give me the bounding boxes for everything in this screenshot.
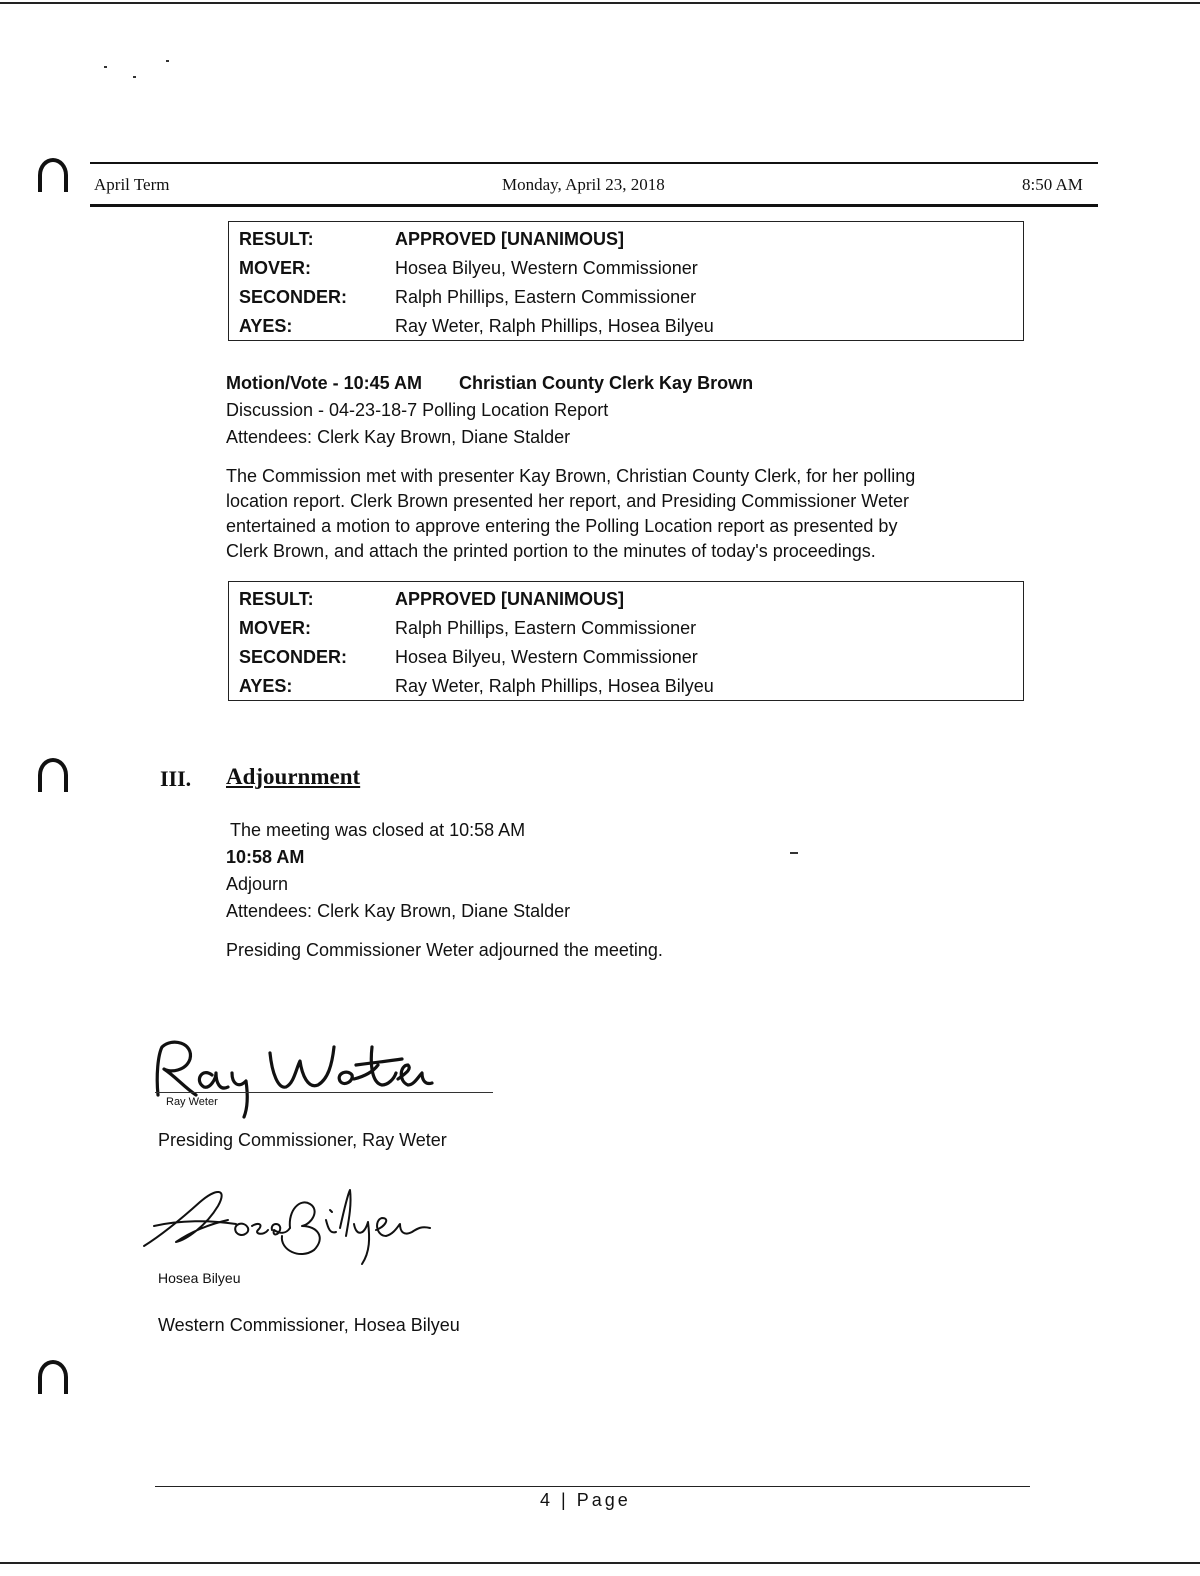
vote-row-ayes [229,672,1023,701]
adjourn-action: Adjourn [226,874,289,894]
adjourn-closed: The meeting was closed at 10:58 AM [230,820,526,840]
sig2-title: Western Commissioner, Hosea Bilyeu [158,1315,460,1335]
vote-value: Ralph Phillips, Eastern Commissioner [395,287,697,307]
punch-hole-mark [38,1360,68,1394]
vote-label: SECONDER: [239,287,348,307]
scan-speck [133,76,136,78]
scan-speck [790,852,798,854]
vote-label: RESULT: [239,229,314,249]
punch-hole-mark [38,158,68,192]
vote-label: MOVER: [239,618,311,638]
top-border [0,2,1200,4]
motion-heading: Motion/Vote - 10:45 AM [226,373,423,393]
scan-speck [104,66,107,68]
page-number: 4 | Page [540,1490,631,1510]
vote-row-mover [229,254,1023,283]
vote-value: Hosea Bilyeu, Western Commissioner [395,258,698,278]
vote-value: Ray Weter, Ralph Phillips, Hosea Bilyeu [395,316,714,336]
vote-label: AYES: [239,316,293,336]
signature-line-1 [155,1092,493,1093]
vote-row-result [229,585,1023,614]
motion-paragraph [226,464,1026,564]
vote-value: APPROVED [UNANIMOUS] [395,589,625,609]
vote-table-2 [228,581,1024,701]
vote-row-result [229,225,1023,254]
vote-label: SECONDER: [239,647,348,667]
vote-table-1 [228,221,1024,341]
bottom-border [0,1562,1200,1564]
sig1-printed-name: Ray Weter [166,1096,218,1108]
adjourn-statement: Presiding Commissioner Weter adjourned the meeting. [226,940,663,960]
motion-presenter: Christian County Clerk Kay Brown [459,373,754,393]
vote-value: Hosea Bilyeu, Western Commissioner [395,647,698,667]
header-term: April Term [94,175,170,194]
vote-value: Ray Weter, Ralph Phillips, Hosea Bilyeu [395,676,714,696]
motion-discussion: Discussion - 04-23-18-7 Polling Location Report [226,400,609,420]
hosea-bilyeu-signature [140,1180,460,1270]
vote-row-seconder [229,283,1023,312]
header-date: Monday, April 23, 2018 [502,175,665,194]
footer-rule [155,1486,1030,1487]
vote-value: Ralph Phillips, Eastern Commissioner [395,618,697,638]
paragraph-line: Clerk Brown, and attach the printed portion to the minutes of today's proceedings. [226,541,876,561]
sig1-title: Presiding Commissioner, Ray Weter [158,1130,447,1150]
header-rule-bottom [90,204,1098,207]
header-time: 8:50 AM [1022,175,1083,194]
header-rule-top [90,162,1098,164]
vote-label: MOVER: [239,258,311,278]
scan-speck [166,60,169,62]
sig2-printed-name: Hosea Bilyeu [158,1270,241,1286]
punch-hole-mark [38,758,68,792]
section-number: III. [160,766,192,791]
vote-label: RESULT: [239,589,314,609]
paragraph-line: location report. Clerk Brown presented her report, and Presiding Commissioner Weter [226,491,909,511]
vote-row-ayes [229,312,1023,341]
vote-row-seconder [229,643,1023,672]
vote-value: APPROVED [UNANIMOUS] [395,229,625,249]
paragraph-line: The Commission met with presenter Kay Brown, Christian County Clerk, for her polling [226,466,916,486]
vote-label: AYES: [239,676,293,696]
motion-heading-line [226,370,753,397]
paragraph-line: entertained a motion to approve entering the Polling Location report as presented by [226,516,898,536]
section-title: Adjournment [226,764,361,789]
adjourn-attendees: Attendees: Clerk Kay Brown, Diane Stalder [226,901,571,921]
adjourn-time: 10:58 AM [226,847,305,867]
motion-attendees: Attendees: Clerk Kay Brown, Diane Stalder [226,427,571,447]
vote-row-mover [229,614,1023,643]
